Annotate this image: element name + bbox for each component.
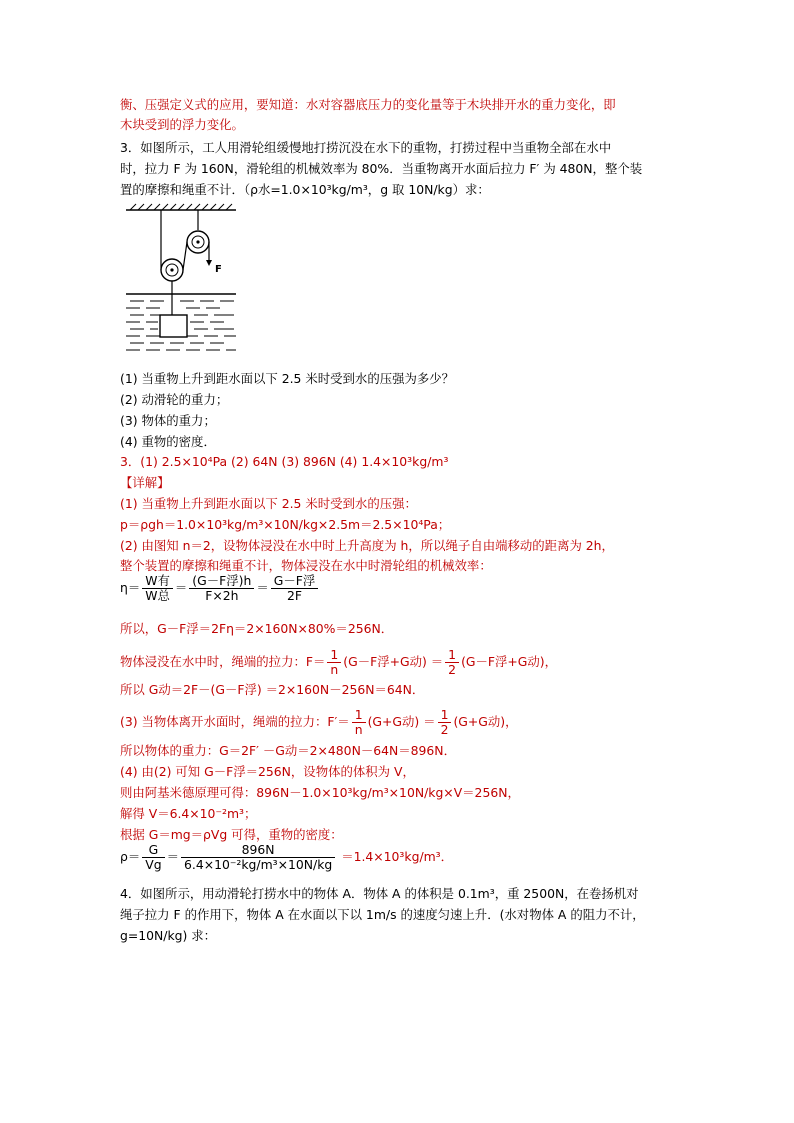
rho-num-2: 896N [181, 843, 335, 858]
solution-line-12: 解得 V＝6.4×10⁻²m³； [120, 806, 257, 821]
solution-line-5: 所以，G－F浮＝2Fη＝2×160N×80%＝256N． [120, 621, 394, 636]
problem3-line-2: 时，拉力 F 为 160N，滑轮组的机械效率为 80%．当重物离开水面后拉力 F′ 为 480N，整个装 [120, 161, 643, 176]
s8-den: n [354, 722, 363, 737]
question-4: (4) 重物的密度． [120, 434, 216, 449]
s6-num: 1 [327, 648, 341, 663]
rho-num-1: G [142, 843, 164, 858]
answer-line: 3．(1) 2.5×10⁴Pa (2) 64N (3) 896N (4) 1.4×10³kg/m³ [120, 454, 449, 469]
solution-line-3: (2) 由图知 n＝2，设物体浸没在水中时上升高度为 h，所以绳子自由端移动的距离为 2h， [120, 538, 614, 553]
solution-line-6 [120, 648, 557, 677]
density-formula [120, 843, 453, 872]
s6-den-2: 2 [448, 662, 457, 677]
solution-line-9: 所以物体的重力：G＝2F′ －G动＝2×480N－64N＝896N． [120, 743, 456, 758]
eta-lhs: η＝ [120, 580, 141, 595]
solution-line-13: 根据 G＝mg＝ρVg 可得，重物的密度： [120, 827, 343, 842]
eta-den-1: W总 [145, 588, 170, 603]
s8-num-2: 1 [438, 708, 452, 723]
intro-line-1: 衡、压强定义式的应用，要知道：水对容器底压力的变化量等于木块排开水的重力变化，即 [120, 97, 616, 112]
problem3-line-3: 置的摩擦和绳重不计．（ρ水=1.0×10³kg/m³，g 取 10N/kg）求： [120, 182, 490, 197]
s8-num: 1 [352, 708, 366, 723]
eta-den-3: 2F [286, 588, 302, 603]
problem4-line-1: 4．如图所示，用动滑轮打捞水中的物体 A．物体 A 的体积是 0.1m³，重 2500N，在卷扬机对 [120, 886, 639, 901]
efficiency-formula [120, 574, 320, 603]
problem3-line-1: 3．如图所示，工人用滑轮组缓慢地打捞沉没在水下的重物，打捞过程中当重物全部在水中 [120, 140, 612, 155]
solution-line-11: 则由阿基米德原理可得：896N－1.0×10³kg/m³×10N/kg×V＝256N， [120, 785, 520, 800]
solution-line-7: 所以 G动＝2F－(G－F浮) ＝2×160N－256N＝64N． [120, 682, 425, 697]
question-2: (2) 动滑轮的重力； [120, 392, 229, 407]
intro-line-2: 木块受到的浮力变化。 [120, 117, 244, 132]
solution-line-10: (4) 由(2) 可知 G－F浮＝256N，设物体的体积为 V， [120, 764, 415, 779]
solution-line-1: (1) 当重物上升到距水面以下 2.5 米时受到水的压强： [120, 496, 417, 511]
rho-den-2: 6.4×10⁻²kg/m³×10N/kg [184, 857, 333, 872]
solution-line-8 [120, 708, 518, 737]
s6-den: n [330, 662, 339, 677]
eta-eq-1: ＝ [174, 580, 188, 595]
solution-line-2: p＝ρgh＝1.0×10³kg/m³×10N/kg×2.5m＝2.5×10⁴Pa； [120, 517, 451, 532]
question-3: (3) 物体的重力； [120, 413, 216, 428]
eta-num-3: G－F浮 [271, 574, 319, 589]
s8-den-2: 2 [440, 722, 449, 737]
detail-heading: 【详解】 [120, 475, 170, 490]
eta-num-1: W有 [142, 574, 173, 589]
problem4-line-3: g=10N/kg) 求： [120, 928, 217, 943]
s8-text-a: (3) 当物体离开水面时，绳端的拉力：F′＝ [120, 714, 350, 729]
s6-text-c: (G－F浮+G动)， [461, 654, 558, 669]
problem4-line-2: 绳子拉力 F 的作用下，物体 A 在水面以下以 1m/s 的速度匀速上升．(水对物体 A 的阻力不计， [120, 907, 645, 922]
s6-text-a: 物体浸没在水中时，绳端的拉力：F＝ [120, 654, 326, 669]
rho-lhs: ρ＝ [120, 849, 141, 864]
rho-eq-1: ＝ [166, 849, 179, 864]
eta-den-2: F×2h [205, 588, 239, 603]
solution-line-4: 整个装置的摩擦和绳重不计，物体浸没在水中时滑轮组的机械效率： [120, 558, 492, 573]
s8-text-b: (G+G动) ＝ [367, 714, 436, 729]
force-label: F [215, 264, 222, 275]
eta-eq-2: ＝ [256, 580, 269, 595]
s6-text-b: (G－F浮+G动) ＝ [343, 654, 444, 669]
s8-text-c: (G+G动)， [453, 714, 518, 729]
pulley-figure [124, 202, 240, 362]
submerged-block [160, 315, 187, 337]
question-1: (1) 当重物上升到距水面以下 2.5 米时受到水的压强为多少？ [120, 371, 455, 386]
rho-den-1: Vg [145, 857, 162, 872]
s6-num-2: 1 [445, 648, 459, 663]
rho-result: ＝1.4×10³kg/m³． [337, 849, 454, 864]
eta-num-2: (G－F浮)h [189, 574, 254, 589]
